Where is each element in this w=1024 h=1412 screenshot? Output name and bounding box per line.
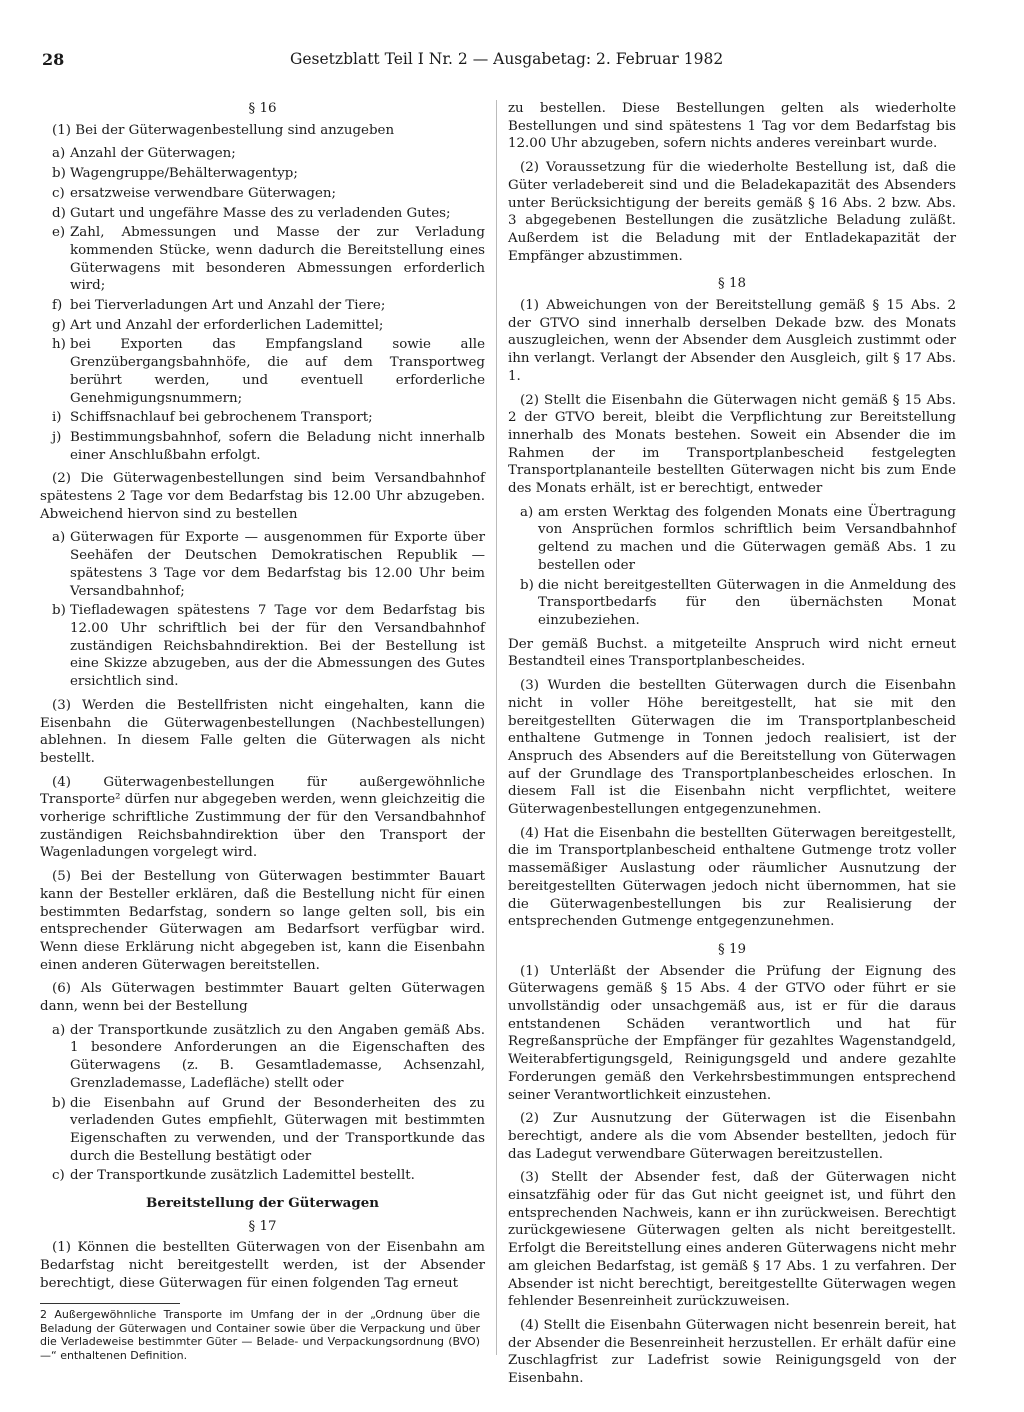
list-item bbox=[40, 602, 485, 691]
list-item bbox=[40, 185, 485, 203]
list-item-label: f) bbox=[52, 298, 63, 314]
list-item bbox=[40, 205, 485, 223]
list-item-label: c) bbox=[52, 1168, 65, 1184]
s18-para-4: (4) Hat die Eisenbahn die bestellten Güterwagen bereitgestellt, die im Transportplanbescheid enthaltene Gutmenge trotz voller massemäßiger Auslastung oder räumlicher Ausnutzung der bereitgestellten Güterwagen jedoch nicht übernommen, hat sie die Güterwagenbestellungen bis zur Realisierung der entsprechenden Gutmenge entgegenzunehmen. bbox=[508, 825, 956, 930]
heading-bereitstellung: Bereitstellung der Güterwagen bbox=[146, 1195, 379, 1212]
list-item-text: ersatzweise verwendbare Güterwagen; bbox=[70, 185, 337, 201]
list-item-label: a) bbox=[52, 530, 66, 546]
s16-list-3 bbox=[40, 1022, 485, 1185]
s17-para-2: (2) Voraussetzung für die wiederholte Bestellung ist, daß die Güter verladebereit sind und die Beladekapazität des Absenders unter Berücksichtigung der bereits gemäß § 16 Abs. 2 bzw. Abs. 3 abgegebenen Bestellungen die zusätzliche Beladung zuläßt. Außerdem ist die Beladung mit der Entladekapazität der Empfänger abzustimmen. bbox=[508, 160, 956, 264]
s18-list bbox=[508, 504, 956, 630]
footnote-2: 2 Außergewöhnliche Transporte im Umfang der in der „Ordnung über die Beladung der Güterwagen und Container sowie über die Verpackung und über die Verladeweise bestimmter Güter — Belade- und Verpackungsordnung (BVO) —“ enthaltenen Definition. bbox=[40, 1308, 480, 1363]
list-item-text: bei Exporten das Empfangsland sowie alle Grenzübergangsbahnhöfe, die auf dem Transportweg berührt werden, und eventuell erforderliche Genehmigungsnummern; bbox=[70, 337, 485, 406]
s18-para-2b: Der gemäß Buchst. a mitgeteilte Anspruch wird nicht erneut Bestandteil eines Transportplanbescheides. bbox=[508, 636, 956, 670]
list-item-label: b) bbox=[520, 577, 534, 593]
list-item-text: bei Tierverladungen Art und Anzahl der Tiere; bbox=[70, 298, 386, 314]
list-item-label: b) bbox=[52, 603, 66, 619]
section-16-title: § 16 bbox=[248, 101, 277, 116]
list-item-text: Zahl, Abmessungen und Masse der zur Verladung kommenden Stücke, wenn dadurch die Bereitstellung eines Güterwagens mit besonderen Abmessungen erforderlich wird; bbox=[70, 225, 485, 294]
list-item bbox=[40, 336, 485, 407]
s16-list-1 bbox=[40, 145, 485, 464]
list-item bbox=[40, 429, 485, 464]
list-item bbox=[40, 165, 485, 183]
s17-para-1: (1) Können die bestellten Güterwagen von der Eisenbahn am Bedarfstag nicht bereitgestellt werden, ist der Absender berechtigt, diese Güterwagen für einen folgenden Tag erneut bbox=[40, 1240, 485, 1291]
s19-para-1: (1) Unterläßt der Absender die Prüfung der Eignung des Güterwagens gemäß § 15 Abs. 4 der GTVO oder führt er sie unvollständig oder unsachgemäß aus, ist er für die daraus entstandenen Schäden verantwortlich und hat für Regreßansprüche der Empfänger für gezahltes Wagenstandgeld, Weiterabfertigungsgeld, Reinigungsgeld und andere gezahlte Forderungen gemäß den Verkehrsbestimmungen entsprechend seiner Verantwortlichkeit einzustehen. bbox=[508, 963, 956, 1103]
list-item-text: die Eisenbahn auf Grund der Besonderheiten des zu verladenden Gutes empfiehlt, Güterwagen mit bestimmten Eigenschaften zu verwenden, und der Transportkunde das durch die Bestellung bestätigt oder bbox=[70, 1095, 485, 1164]
page-number: 28 bbox=[42, 50, 65, 69]
list-item bbox=[40, 145, 485, 163]
list-item-text: Wagengruppe/Behälterwagentyp; bbox=[70, 166, 298, 182]
list-item bbox=[40, 529, 485, 600]
s16-para-3: (3) Werden die Bestellfristen nicht eingehalten, kann die Eisenbahn die Güterwagenbestellungen (Nachbestellungen) ablehnen. In diesem Falle gelten die Güterwagen als nicht bestellt. bbox=[40, 697, 485, 766]
s18-para-2: (2) Stellt die Eisenbahn die Güterwagen nicht gemäß § 15 Abs. 2 der GTVO bereit, bleibt die Verpflichtung zur Bereitstellung innerhalb des Monats bestehen. Soweit ein Absender die im Rahmen der im Transportplanbescheid festgelegten Transportplananteile bestellten Güterwagen nicht bis zum Ende des Monats erhält, ist er berechtigt, entweder bbox=[508, 392, 956, 497]
list-item-label: b) bbox=[52, 166, 66, 182]
column-divider bbox=[496, 100, 497, 1355]
list-item-label: e) bbox=[52, 225, 66, 241]
list-item-text: Güterwagen für Exporte — ausgenommen für Exporte über Seehäfen der Deutschen Demokratischen Republik — spätestens 3 Tage vor dem Bedarfstag bis 12.00 Uhr beim Versandbahnhof; bbox=[70, 530, 485, 599]
s18-para-1: (1) Abweichungen von der Bereitstellung gemäß § 15 Abs. 2 der GTVO sind innerhalb derselben Dekade bzw. des Monats auszugleichen, wenn der Absender dem Ausgleich zustimmt oder ihn verlangt. Verlangt der Absender den Ausgleich, gilt § 17 Abs. 1. bbox=[508, 298, 956, 384]
s19-para-3: (3) Stellt der Absender fest, daß der Güterwagen nicht einsatzfähig oder für das Gut nicht geeignet ist, und führt den entsprechenden Nachweis, kann er ihn zurückweisen. Berechtigt zurückgewiesene Güterwagen gelten als nicht bereitgestellt. Erfolgt die Bereitstellung eines anderen Güterwagens nicht mehr am gleichen Bedarfstag, ist gemäß § 17 Abs. 1 zu verfahren. Der Absender ist nicht berechtigt, bereitgestellte Güterwagen wegen fehlender Besenreinheit zurückzuweisen. bbox=[508, 1170, 956, 1310]
list-item-label: a) bbox=[52, 146, 66, 162]
list-item bbox=[40, 1167, 485, 1185]
list-item-text: Tiefladewagen spätestens 7 Tage vor dem Bedarfstag bis 12.00 Uhr schriftlich bei der für den Versandbahnhof zuständigen Reichsbahndirektion. Bei der Bestellung ist eine Skizze abzugeben, aus der die Abmessungen des Gutes ersichtlich sind. bbox=[70, 603, 485, 690]
list-item-text: der Transportkunde zusätzlich zu den Angaben gemäß Abs. 1 besondere Anforderungen an die Eigenschaften des Güterwagens (z. B. Gesamtlademasse, Achsenzahl, Grenzlademasse, Ladefläche) stellt oder bbox=[70, 1022, 485, 1091]
list-item bbox=[40, 224, 485, 295]
s17-continuation: zu bestellen. Diese Bestellungen gelten als wiederholte Bestellungen und sind spätestens 1 Tag vor dem Bedarfstag bis 12.00 Uhr abzugeben, sofern nichts anderes vereinbart wurde. bbox=[508, 101, 956, 152]
list-item bbox=[40, 409, 485, 427]
list-item bbox=[40, 1095, 485, 1166]
s16-para-6: (6) Als Güterwagen bestimmter Bauart gelten Güterwagen dann, wenn bei der Bestellung bbox=[40, 981, 485, 1015]
list-item-label: c) bbox=[52, 185, 65, 201]
list-item-text: Gutart und ungefähre Masse des zu verladenden Gutes; bbox=[70, 205, 451, 221]
footnote-rule bbox=[40, 1303, 180, 1304]
list-item-label: g) bbox=[52, 317, 66, 333]
list-item-text: Art und Anzahl der erforderlichen Lademittel; bbox=[70, 317, 384, 333]
list-item-text: die nicht bereitgestellten Güterwagen in die Anmeldung des Transportbedarfs für den übernächsten Monat einzubeziehen. bbox=[538, 577, 956, 628]
list-item bbox=[508, 504, 956, 575]
right-column bbox=[508, 100, 956, 1394]
list-item-label: i) bbox=[52, 410, 62, 426]
list-item-text: am ersten Werktag des folgenden Monats eine Übertragung von Ansprüchen formlos schriftlich beim Versandbahnhof geltend zu machen und die Güterwagen gemäß Abs. 1 zu bestellen oder bbox=[538, 504, 956, 573]
section-18-title: § 18 bbox=[718, 276, 746, 292]
list-item-text: Schiffsnachlauf bei gebrochenem Transport; bbox=[70, 410, 373, 426]
list-item bbox=[40, 317, 485, 335]
list-item-text: Anzahl der Güterwagen; bbox=[70, 146, 236, 162]
s16-list-2 bbox=[40, 529, 485, 690]
list-item-text: Bestimmungsbahnhof, sofern die Beladung nicht innerhalb einer Anschlußbahn erfolgt. bbox=[70, 429, 485, 463]
list-item-label: a) bbox=[520, 504, 534, 520]
list-item-label: a) bbox=[52, 1022, 66, 1038]
list-item bbox=[40, 1022, 485, 1093]
list-item-label: d) bbox=[52, 205, 66, 221]
left-column bbox=[40, 100, 485, 1299]
s18-para-3: (3) Wurden die bestellten Güterwagen durch die Eisenbahn nicht in voller Höhe bereitgestellt, hat sie mit den bereitgestellten Güterwagen die im Transportplanbescheid enthaltene Gutmenge in Tonnen jedoch realisiert, ist der Anspruch des Absenders auf die Bereitstellung von Güterwagen auf der Grundlage des Transportplanbescheides erloschen. In diesem Fall ist die Eisenbahn nicht verpflichtet, weitere Güterwagenbestellungen entgegenzunehmen. bbox=[508, 678, 956, 818]
s16-para-1: (1) Bei der Güterwagenbestellung sind anzugeben bbox=[52, 122, 395, 138]
section-17-title: § 17 bbox=[248, 1218, 277, 1234]
list-item-text: der Transportkunde zusätzlich Lademittel bestellt. bbox=[70, 1168, 415, 1184]
s16-para-4: (4) Güterwagenbestellungen für außergewöhnliche Transporte² dürfen nur abgegeben werden, wenn gleichzeitig die vorherige schriftliche Zustimmung der für den Versandbahnhof zuständigen Reichsbahndirektion über den Transport der Wagenladungen vorgelegt wird. bbox=[40, 774, 485, 861]
list-item-label: j) bbox=[52, 429, 62, 445]
s19-para-2: (2) Zur Ausnutzung der Güterwagen ist die Eisenbahn berechtigt, andere als die vom Absender bestellten, jedoch für das Ladegut verwendbare Güterwagen bereitzustellen. bbox=[508, 1111, 956, 1162]
s16-para-2: (2) Die Güterwagenbestellungen sind beim Versandbahnhof spätestens 2 Tage vor dem Bedarfstag bis 12.00 Uhr abzugeben. Abweichend hiervon sind zu bestellen bbox=[40, 471, 485, 522]
list-item bbox=[508, 577, 956, 630]
s19-para-4: (4) Stellt die Eisenbahn Güterwagen nicht besenrein bereit, hat der Absender die Besenreinheit herzustellen. Er erhält dafür eine Zuschlagfrist zur Ladefrist sowie Reinigungsgeld von der Eisenbahn. bbox=[508, 1318, 956, 1387]
s16-para-5: (5) Bei der Bestellung von Güterwagen bestimmter Bauart kann der Besteller erklären, daß die Bestellung nicht für einen bestimmten Bedarfstag, sondern so lange gelten soll, bis ein entsprechender Güterwagen am Bedarfsort verfügbar wird. Wenn diese Erklärung nicht abgegeben ist, kann die Eisenbahn einen anderen Güterwagen bereitstellen. bbox=[40, 869, 485, 973]
running-title: Gesetzblatt Teil I Nr. 2 — Ausgabetag: 2. Februar 1982 bbox=[290, 50, 724, 68]
section-19-title: § 19 bbox=[718, 941, 746, 957]
list-item bbox=[40, 297, 485, 315]
list-item-label: b) bbox=[52, 1095, 66, 1111]
list-item-label: h) bbox=[52, 337, 66, 353]
page-header bbox=[42, 50, 982, 74]
